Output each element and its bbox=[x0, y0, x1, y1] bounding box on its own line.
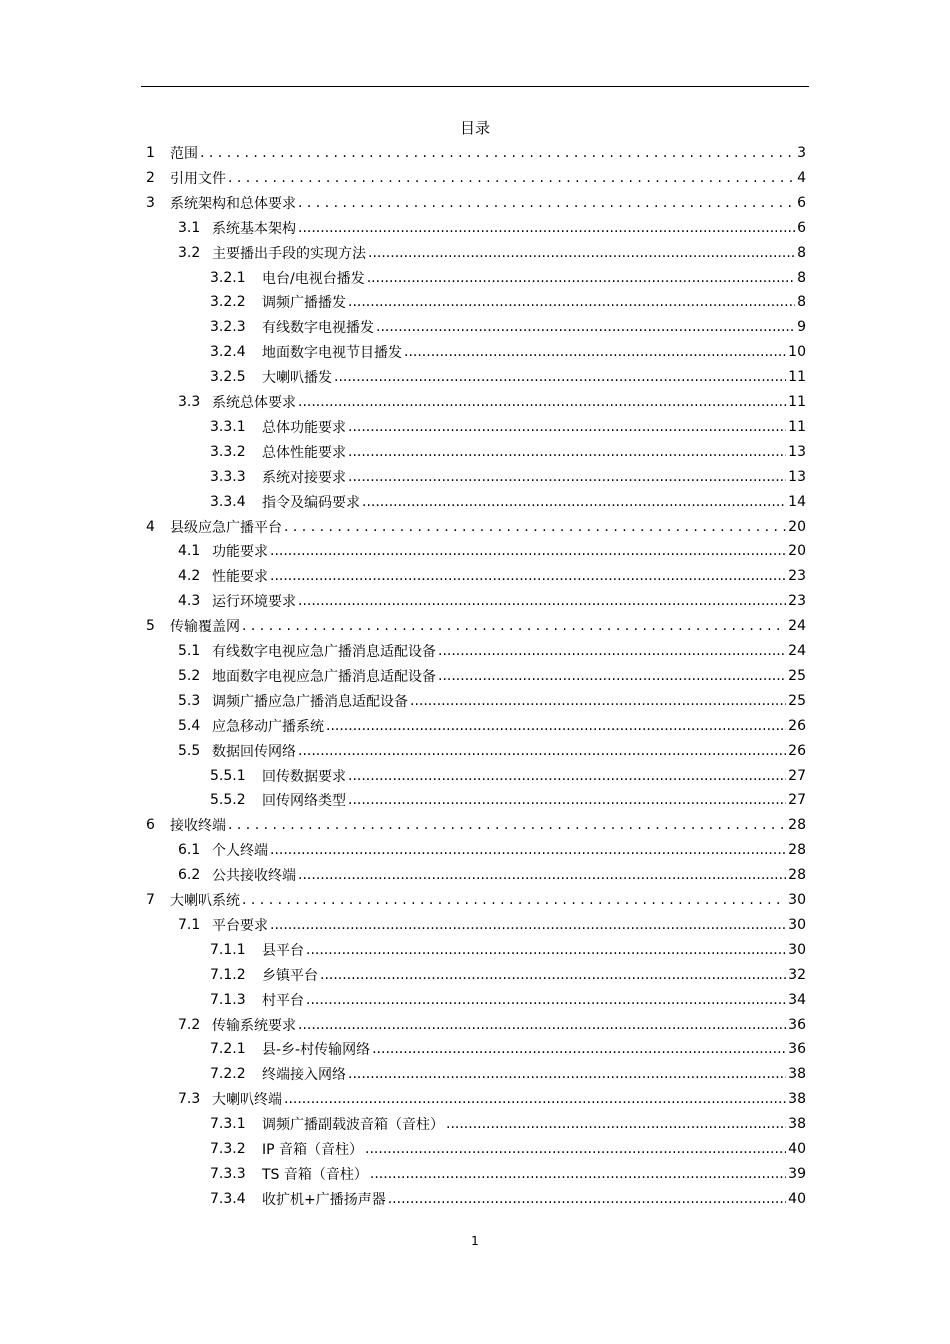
dot-leader bbox=[348, 467, 786, 487]
dot-leader bbox=[370, 1164, 786, 1184]
toc-entry-number: 3.2.1 bbox=[210, 269, 246, 286]
toc-entry[interactable] bbox=[178, 664, 806, 688]
toc-entry-title: 系统对接要求 bbox=[262, 469, 346, 486]
toc-entry-page: 40 bbox=[788, 1190, 806, 1207]
toc-entry-title: 大喇叭系统 bbox=[170, 893, 240, 909]
toc-entry-number: 7.1 bbox=[178, 916, 201, 933]
toc-entry-page: 8 bbox=[797, 244, 806, 261]
toc-entry[interactable] bbox=[178, 216, 806, 240]
toc-entry-title: TS 音箱（音柱） bbox=[262, 1166, 368, 1183]
toc-entry-number: 7 bbox=[146, 892, 155, 908]
toc-entry-page: 20 bbox=[788, 543, 806, 560]
toc-entry-title: 调频广播播发 bbox=[262, 295, 346, 312]
dot-leader bbox=[348, 766, 786, 786]
toc-entry[interactable] bbox=[210, 1062, 806, 1086]
toc-entry-number: 3.2.5 bbox=[210, 369, 246, 386]
toc-entry-page: 30 bbox=[788, 892, 806, 908]
toc-entry[interactable] bbox=[210, 1187, 806, 1211]
toc-entry[interactable] bbox=[210, 315, 806, 339]
toc-entry-number: 3 bbox=[146, 194, 155, 211]
dot-leader bbox=[348, 1064, 786, 1084]
toc-entry[interactable] bbox=[178, 539, 806, 563]
dot-leader bbox=[284, 517, 786, 537]
toc-entry-page: 36 bbox=[788, 1016, 806, 1033]
toc-entry-title: 地面数字电视节目播发 bbox=[262, 345, 402, 362]
toc-entry-title: 数据回传网络 bbox=[212, 743, 296, 760]
dot-leader bbox=[348, 442, 786, 462]
toc-entry[interactable] bbox=[210, 340, 806, 364]
toc-entry-number: 7.1.1 bbox=[210, 941, 246, 958]
toc-entry-title: 大喇叭播发 bbox=[262, 370, 332, 387]
toc-entry-number: 3.2.4 bbox=[210, 344, 246, 361]
toc-entry-number: 3.3.4 bbox=[210, 493, 246, 510]
dot-leader bbox=[270, 566, 786, 586]
toc-entry-number: 5 bbox=[146, 618, 155, 635]
toc-entry-number: 6.1 bbox=[178, 842, 201, 859]
dot-leader bbox=[284, 1089, 786, 1109]
toc-entry[interactable] bbox=[146, 141, 806, 165]
toc-entry-page: 11 bbox=[788, 369, 806, 386]
toc-title: 目录 bbox=[459, 119, 490, 137]
toc-entry-page: 27 bbox=[788, 792, 806, 809]
dot-leader bbox=[367, 268, 795, 288]
toc-entry-page: 6 bbox=[797, 194, 806, 211]
dot-leader bbox=[326, 716, 786, 736]
toc-entry-title: 主要播出手段的实现方法 bbox=[212, 245, 366, 262]
toc-entry-number: 5.1 bbox=[178, 643, 201, 659]
dot-leader bbox=[388, 1189, 786, 1209]
toc-entry-title: 传输覆盖网 bbox=[170, 619, 240, 636]
toc-entry[interactable] bbox=[178, 589, 806, 613]
dot-leader bbox=[298, 865, 786, 885]
toc-entry-title: 性能要求 bbox=[212, 569, 268, 586]
toc-entry-page: 13 bbox=[788, 443, 806, 460]
toc-entry-title: 回传网络类型 bbox=[262, 793, 346, 810]
toc-entry-page: 8 bbox=[797, 269, 806, 286]
toc-entry-page: 25 bbox=[788, 667, 806, 684]
toc-entry[interactable] bbox=[210, 1112, 806, 1136]
toc-entry-number: 7.2.2 bbox=[210, 1066, 246, 1083]
toc-entry-number: 4.1 bbox=[178, 543, 201, 560]
toc-entry[interactable] bbox=[210, 938, 806, 962]
dot-leader bbox=[298, 193, 795, 213]
toc-entry-title: 系统架构和总体要求 bbox=[170, 195, 296, 212]
toc-entry-title: 回传数据要求 bbox=[262, 768, 346, 785]
toc-entry-page: 28 bbox=[788, 867, 806, 884]
toc-entry[interactable] bbox=[210, 963, 806, 987]
toc-entry-number: 5.4 bbox=[178, 717, 201, 734]
toc-entry-number: 1 bbox=[146, 145, 155, 161]
toc-entry-page: 6 bbox=[797, 219, 806, 236]
toc-entry-title: 平台要求 bbox=[212, 917, 268, 934]
toc-entry-number: 5.5.1 bbox=[210, 767, 246, 784]
toc-entry-number: 3.3.1 bbox=[210, 418, 246, 435]
toc-entry[interactable] bbox=[210, 1137, 806, 1161]
toc-entry-page: 13 bbox=[788, 468, 806, 485]
toc-entry-number: 7.3.2 bbox=[210, 1141, 246, 1157]
toc-entry-page: 11 bbox=[788, 394, 806, 410]
toc-entry-title: 收扩机+广播扬声器 bbox=[262, 1191, 386, 1208]
toc-entry-title: 有线数字电视应急广播消息适配设备 bbox=[212, 644, 436, 660]
toc-entry[interactable] bbox=[178, 241, 806, 265]
dot-leader bbox=[270, 840, 786, 860]
toc-entry-page: 38 bbox=[788, 1066, 806, 1083]
toc-entry[interactable] bbox=[146, 515, 806, 539]
toc-entry[interactable] bbox=[178, 714, 806, 738]
toc-entry-page: 20 bbox=[788, 518, 806, 535]
dot-leader bbox=[306, 940, 786, 960]
toc-entry[interactable] bbox=[146, 813, 806, 837]
toc-entry-number: 4.3 bbox=[178, 593, 201, 610]
toc-entry-title: 终端接入网络 bbox=[262, 1067, 346, 1084]
toc-entry-number: 7.2.1 bbox=[210, 1041, 246, 1058]
toc-entry[interactable] bbox=[178, 1013, 806, 1037]
toc-entry[interactable] bbox=[146, 191, 806, 215]
toc-entry[interactable] bbox=[178, 739, 806, 763]
dot-leader bbox=[242, 890, 786, 910]
toc-entry-page: 23 bbox=[788, 593, 806, 610]
toc-entry-number: 5.5 bbox=[178, 742, 201, 759]
toc-entry-page: 32 bbox=[788, 966, 806, 983]
toc-entry-page: 34 bbox=[788, 991, 806, 1008]
toc-entry-number: 3.2.2 bbox=[210, 294, 246, 311]
toc-entry-title: 个人终端 bbox=[212, 843, 268, 860]
toc-entry-page: 11 bbox=[788, 418, 806, 435]
dot-leader bbox=[334, 367, 786, 387]
toc-entry[interactable] bbox=[210, 1162, 806, 1186]
dot-leader bbox=[242, 616, 786, 636]
toc-entry-page: 28 bbox=[788, 842, 806, 859]
toc-entry-title: 地面数字电视应急广播消息适配设备 bbox=[212, 668, 436, 685]
dot-leader bbox=[438, 641, 786, 661]
toc-entry[interactable] bbox=[178, 838, 806, 862]
dot-leader bbox=[306, 990, 786, 1010]
toc-entry[interactable] bbox=[210, 788, 806, 812]
dot-leader bbox=[410, 691, 786, 711]
toc-entry-number: 7.3 bbox=[178, 1091, 201, 1108]
toc-entry-title: 引用文件 bbox=[170, 170, 226, 187]
toc-entry-title: 功能要求 bbox=[212, 544, 268, 561]
toc-entry[interactable] bbox=[210, 290, 806, 314]
toc-entry-number: 2 bbox=[146, 169, 155, 186]
dot-leader bbox=[298, 392, 786, 412]
toc-entry-number: 7.1.2 bbox=[210, 966, 246, 983]
toc-entry-title: 接收终端 bbox=[170, 818, 226, 835]
toc-entry[interactable] bbox=[210, 988, 806, 1012]
toc-entry[interactable] bbox=[178, 689, 806, 713]
toc-entry-title: 总体功能要求 bbox=[262, 419, 346, 436]
toc-entry-number: 4 bbox=[146, 518, 155, 535]
toc-entry[interactable] bbox=[178, 913, 806, 937]
dot-leader bbox=[348, 292, 795, 312]
toc-entry[interactable] bbox=[178, 1087, 806, 1111]
dot-leader bbox=[446, 1114, 786, 1134]
dot-leader bbox=[368, 243, 795, 263]
toc-entry-page: 10 bbox=[788, 344, 806, 361]
toc-entry[interactable] bbox=[178, 639, 806, 663]
dot-leader bbox=[365, 1139, 786, 1159]
toc-entry-title: 传输系统要求 bbox=[212, 1017, 296, 1034]
toc-entry-title: 应急移动广播系统 bbox=[212, 718, 324, 735]
toc-entry[interactable] bbox=[210, 490, 806, 514]
toc-entry-title: 县级应急广播平台 bbox=[170, 519, 282, 536]
toc-entry-number: 4.2 bbox=[178, 568, 201, 585]
toc-entry-title: 有线数字电视播发 bbox=[262, 320, 374, 337]
toc-entry-title: 县-乡-村传输网络 bbox=[262, 1042, 371, 1059]
toc-entry-page: 4 bbox=[797, 169, 806, 186]
toc-entry-page: 39 bbox=[788, 1165, 806, 1182]
toc-entry-title: 乡镇平台 bbox=[262, 967, 318, 984]
toc-entry-number: 5.2 bbox=[178, 667, 201, 684]
header-rule bbox=[141, 86, 809, 87]
toc-entry[interactable] bbox=[146, 166, 806, 190]
toc-entry-number: 6.2 bbox=[178, 867, 201, 884]
toc-entry[interactable] bbox=[178, 564, 806, 588]
toc-entry-number: 5.5.2 bbox=[210, 792, 246, 809]
toc-entry[interactable] bbox=[178, 863, 806, 887]
toc-entry-page: 24 bbox=[788, 618, 806, 635]
toc-entry-page: 23 bbox=[788, 568, 806, 585]
toc-entry[interactable] bbox=[178, 390, 806, 414]
toc-entry-title: 系统基本架构 bbox=[212, 220, 296, 237]
toc-entry-title: 电台/电视台播发 bbox=[262, 270, 365, 287]
toc-entry-page: 24 bbox=[788, 643, 806, 659]
toc-entry-title: 系统总体要求 bbox=[212, 395, 296, 411]
toc-entry-page: 40 bbox=[788, 1141, 806, 1157]
dot-leader bbox=[376, 317, 795, 337]
dot-leader bbox=[348, 790, 786, 810]
toc-entry-page: 36 bbox=[788, 1041, 806, 1058]
toc-entry-page: 9 bbox=[797, 319, 806, 336]
toc-entry-page: 30 bbox=[788, 916, 806, 933]
toc-entry-title: 范围 bbox=[170, 146, 198, 162]
toc-entry-title: IP 音箱（音柱） bbox=[262, 1142, 364, 1158]
toc-entry[interactable] bbox=[210, 415, 806, 439]
toc-entry-title: 调频广播应急广播消息适配设备 bbox=[212, 693, 408, 710]
toc-entry-title: 指令及编码要求 bbox=[262, 494, 360, 511]
dot-leader bbox=[228, 815, 786, 835]
dot-leader bbox=[362, 492, 786, 512]
toc-entry-title: 总体性能要求 bbox=[262, 444, 346, 461]
toc-entry-number: 3.3 bbox=[178, 394, 201, 410]
toc-entry-title: 县平台 bbox=[262, 942, 304, 959]
toc-entry-number: 7.1.3 bbox=[210, 991, 246, 1008]
toc-entry[interactable] bbox=[210, 764, 806, 788]
toc-entry-page: 14 bbox=[788, 493, 806, 510]
dot-leader bbox=[348, 417, 786, 437]
toc-entry-number: 3.3.3 bbox=[210, 468, 246, 485]
toc-entry-title: 调频广播副载波音箱（音柱） bbox=[262, 1117, 444, 1134]
dot-leader bbox=[200, 143, 795, 163]
toc-entry[interactable] bbox=[210, 465, 806, 489]
toc-entry-page: 38 bbox=[788, 1116, 806, 1133]
toc-entry-number: 7.2 bbox=[178, 1016, 201, 1033]
toc-entry-number: 5.3 bbox=[178, 692, 201, 709]
toc-entry-title: 运行环境要求 bbox=[212, 594, 296, 611]
toc-entry-page: 25 bbox=[788, 692, 806, 709]
toc-entry[interactable] bbox=[210, 1037, 806, 1061]
toc-entry-number: 3.2 bbox=[178, 244, 201, 261]
toc-entry-number: 6 bbox=[146, 817, 155, 834]
toc-entry[interactable] bbox=[146, 888, 806, 912]
dot-leader bbox=[270, 541, 786, 561]
toc-entry-number: 7.3.1 bbox=[210, 1116, 246, 1133]
page-number: 1 bbox=[471, 1234, 479, 1248]
toc-entry-title: 公共接收终端 bbox=[212, 868, 296, 885]
dot-leader bbox=[404, 342, 786, 362]
toc-entry[interactable] bbox=[210, 365, 806, 389]
dot-leader bbox=[298, 1015, 786, 1035]
dot-leader bbox=[270, 915, 786, 935]
toc-entry-number: 3.2.3 bbox=[210, 319, 246, 336]
dot-leader bbox=[228, 168, 795, 188]
toc-entry-title: 村平台 bbox=[262, 992, 304, 1009]
toc-entry-number: 7.3.3 bbox=[210, 1165, 246, 1182]
dot-leader bbox=[298, 741, 786, 761]
dot-leader bbox=[298, 591, 786, 611]
toc-entry-title: 大喇叭终端 bbox=[212, 1092, 282, 1109]
toc-entry-number: 3.3.2 bbox=[210, 443, 246, 460]
toc-entry-page: 28 bbox=[788, 817, 806, 834]
toc-entry[interactable] bbox=[146, 614, 806, 638]
toc-entry-page: 26 bbox=[788, 742, 806, 759]
toc-entry-number: 3.1 bbox=[178, 219, 201, 236]
dot-leader bbox=[320, 965, 786, 985]
dot-leader bbox=[372, 1039, 786, 1059]
toc-entry[interactable] bbox=[210, 440, 806, 464]
toc-entry-number: 7.3.4 bbox=[210, 1190, 246, 1207]
dot-leader bbox=[438, 666, 786, 686]
dot-leader bbox=[298, 218, 795, 238]
toc-entry[interactable] bbox=[210, 266, 806, 290]
toc-entry-page: 26 bbox=[788, 717, 806, 734]
toc-entry-page: 30 bbox=[788, 941, 806, 958]
toc-entry-page: 38 bbox=[788, 1091, 806, 1108]
toc-entry-page: 3 bbox=[797, 145, 806, 161]
toc-entry-page: 8 bbox=[797, 294, 806, 311]
toc-entry-page: 27 bbox=[788, 767, 806, 784]
